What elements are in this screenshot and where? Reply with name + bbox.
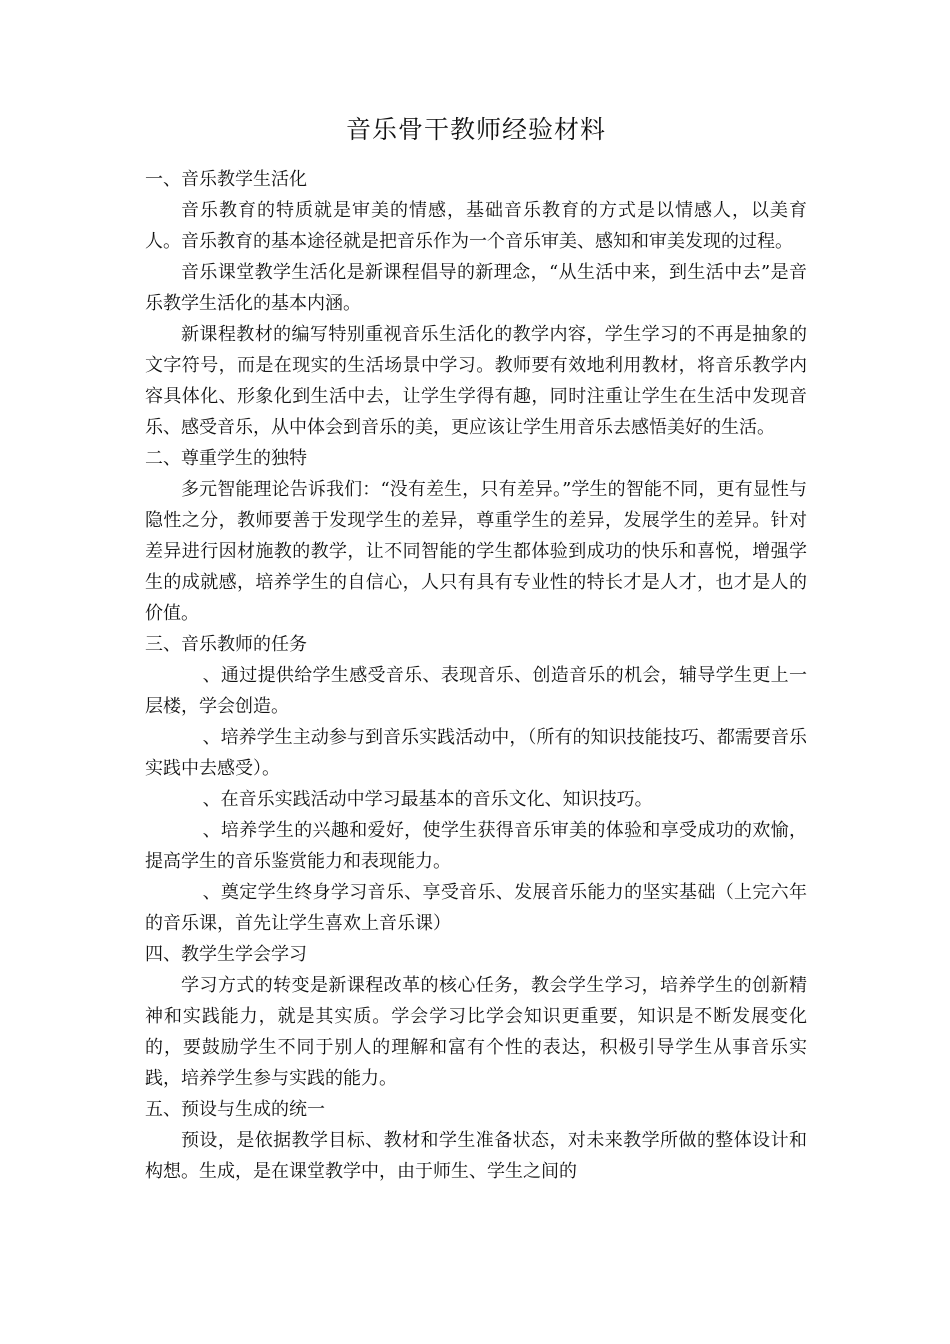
section-heading: 五、预设与生成的统一 xyxy=(145,1099,325,1120)
section-heading: 一、音乐教学生活化 xyxy=(145,169,307,190)
section-heading: 三、音乐教师的任务 xyxy=(145,634,307,655)
section-5 xyxy=(145,1094,807,1187)
paragraph: 音乐教育的特质就是审美的情感，基础音乐教育的方式是以情感人，以美育人。音乐教育的基本途径就是把音乐作为一个音乐审美、感知和审美发现的过程。 xyxy=(145,200,807,252)
section-3 xyxy=(145,629,807,939)
section-heading: 二、尊重学生的独特 xyxy=(145,448,307,469)
section-4 xyxy=(145,939,807,1094)
paragraph: 音乐课堂教学生活化是新课程倡导的新理念，“从生活中来，到生活中去”是音乐教学生活化的基本内涵。 xyxy=(145,262,807,314)
document-page xyxy=(145,112,807,1187)
list-item: 、在音乐实践活动中学习最基本的音乐文化、知识技巧。 xyxy=(202,789,653,810)
paragraph: 学习方式的转变是新课程改革的核心任务，教会学生学习，培养学生的创新精神和实践能力，就是其实质。学会学习比学会知识更重要，知识是不断发展变化的，要鼓励学生不同于别人的理解和富有个性的表达，积极引导学生从事音乐实践，培养学生参与实践的能力。 xyxy=(145,975,807,1089)
list-item: 、培养学生主动参与到音乐实践活动中，（所有的知识技能技巧、都需要音乐实践中去感受）。 xyxy=(145,727,807,779)
paragraph: 新课程教材的编写特别重视音乐生活化的教学内容，学生学习的不再是抽象的文字符号，而是在现实的生活场景中学习。教师要有效地利用教材，将音乐教学内容具体化、形象化到生活中去，让学生学得有趣，同时注重让学生在生活中发现音乐、感受音乐，从中体会到音乐的美，更应该让学生用音乐去感悟美好的生活。 xyxy=(145,324,807,438)
paragraph: 多元智能理论告诉我们：“没有差生，只有差异。”学生的智能不同，更有显性与隐性之分，教师要善于发现学生的差异，尊重学生的差异，发展学生的差异。针对差异进行因材施教的教学，让不同智能的学生都体验到成功的快乐和喜悦，增强学生的成就感，培养学生的自信心，人只有具有专业性的特长才是人才，也才是人的价值。 xyxy=(145,479,807,624)
list-item: 、奠定学生终身学习音乐、享受音乐、发展音乐能力的坚实基础（上完六年的音乐课，首先让学生喜欢上音乐课） xyxy=(145,882,807,934)
document-title: 音乐骨干教师经验材料 xyxy=(345,115,606,144)
list-item: 、培养学生的兴趣和爱好，使学生获得音乐审美的体验和享受成功的欢愉，提高学生的音乐鉴赏能力和表现能力。 xyxy=(145,820,807,872)
section-heading: 四、教学生学会学习 xyxy=(145,944,307,965)
section-1 xyxy=(145,164,807,443)
section-2 xyxy=(145,443,807,629)
list-item: 、通过提供给学生感受音乐、表现音乐、创造音乐的机会，辅导学生更上一层楼，学会创造。 xyxy=(145,665,807,717)
paragraph: 预设，是依据教学目标、教材和学生准备状态，对未来教学所做的整体设计和构想。生成，是在课堂教学中，由于师生、学生之间的 xyxy=(145,1130,807,1182)
